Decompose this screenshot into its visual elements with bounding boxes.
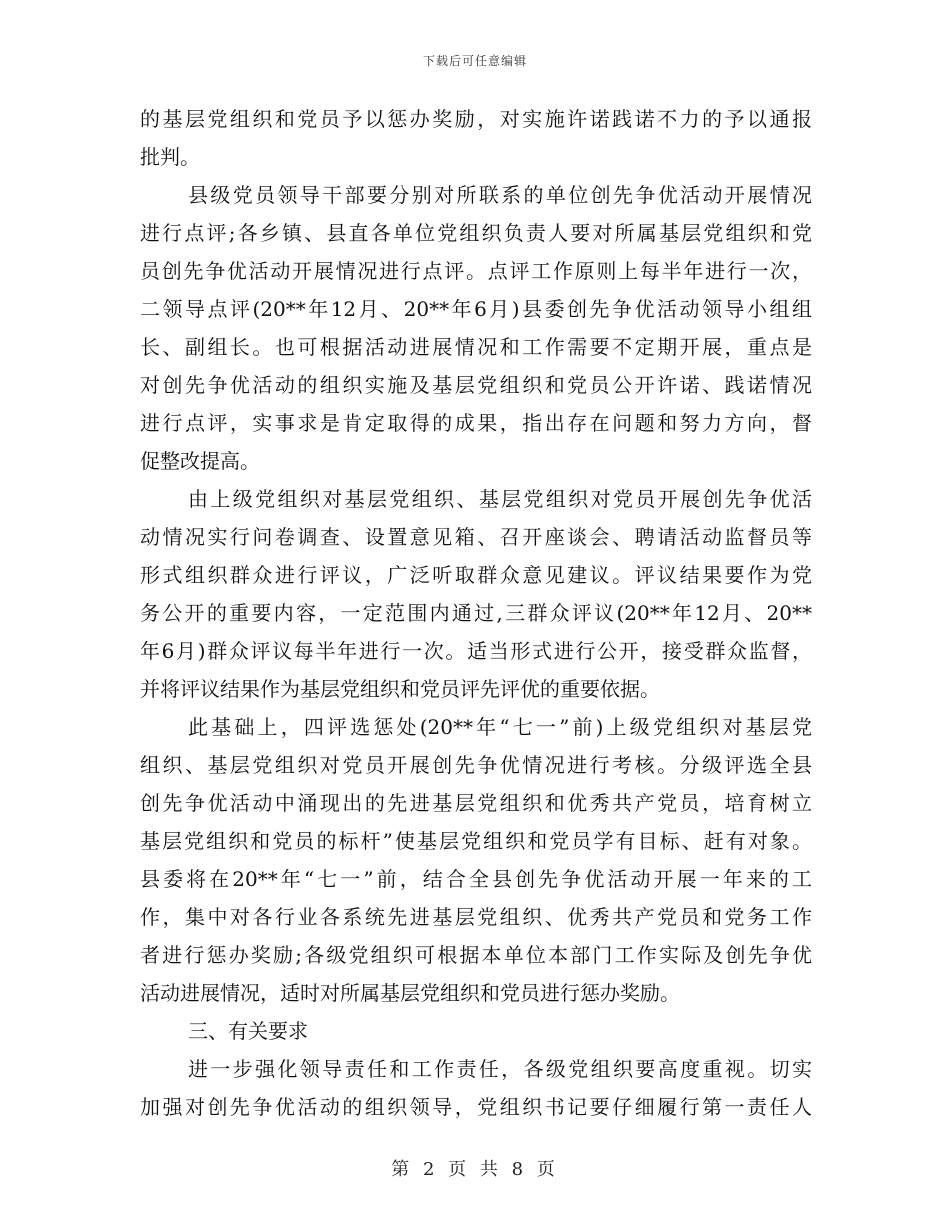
text-line: 批判。 [140,145,200,169]
text-line: 三、有关要求 [188,1019,308,1043]
text-line: 进一步强化领导责任和工作责任，各级党组织要高度重视。切实 [188,1057,812,1081]
text-line: 形式组织群众进行评议，广泛听取群众意见建议。评议结果要作为党 [140,563,812,587]
paragraph [140,708,812,1012]
page-header: 下载后可任意编辑 [422,54,527,68]
paragraph [140,100,812,176]
text-line: 员创先争优活动开展情况进行点评。点评工作原则上每半年进行一次， [140,259,812,283]
body-text [140,100,812,1126]
text-line: 年6月)群众评议每半年进行一次。适当形式进行公开，接受群众监督， [140,639,812,663]
text-line: 动情况实行问卷调查、设置意见箱、召开座谈会、聘请活动监督员等 [140,525,812,549]
text-line: 活动进展情况，适时对所属基层党组织和党员进行惩办奖励。 [140,981,680,1005]
text-line: 者进行惩办奖励;各级党组织可根据本单位本部门工作实际及创先争优 [140,943,812,967]
text-line: 由上级党组织对基层党组织、基层党组织对党员开展创先争优活 [188,487,812,511]
text-line: 二领导点评(20**年12月、20**年6月)县委创先争优活动领导小组组 [140,297,812,321]
section-heading [140,1012,812,1050]
text-line: 作，集中对各行业各系统先进基层党组织、优秀共产党员和党务工作 [140,905,812,929]
text-line: 县级党员领导干部要分别对所联系的单位创先争优活动开展情况 [188,183,812,207]
text-line: 加强对创先争优活动的组织领导，党组织书记要仔细履行第一责任人 [140,1095,812,1119]
paragraph [140,1050,812,1126]
text-line: 县委将在20**年“七一”前，结合全县创先争优活动开展一年来的工 [140,867,812,891]
paragraph [140,176,812,480]
text-line: 长、副组长。也可根据活动进展情况和工作需要不定期开展，重点是 [140,335,812,359]
text-line: 组织、基层党组织对党员开展创先争优情况进行考核。分级评选全县 [140,753,812,777]
paragraph [140,480,812,708]
text-line: 的基层党组织和党员予以惩办奖励，对实施许诺践诺不力的予以通报 [140,107,812,131]
page-number-footer: 第 2 页 共 8 页 [391,1159,559,1180]
text-line: 务公开的重要内容，一定范围内通过,三群众评议(20**年12月、20** [140,601,812,625]
text-line: 基层党组织和党员的标杆”使基层党组织和党员学有目标、赶有对象。 [140,829,812,853]
text-line: 并将评议结果作为基层党组织和党员评先评优的重要依据。 [140,677,660,701]
text-line: 此基础上，四评选惩处(20**年“七一”前)上级党组织对基层党 [188,715,812,739]
text-line: 进行点评，实事求是肯定取得的成果，指出存在问题和努力方向，督 [140,411,812,435]
text-line: 促整改提高。 [140,449,260,473]
text-line: 创先争优活动中涌现出的先进基层党组织和优秀共产党员，培育树立 [140,791,812,815]
text-line: 对创先争优活动的组织实施及基层党组织和党员公开许诺、践诺情况 [140,373,812,397]
text-line: 进行点评;各乡镇、县直各单位党组织负责人要对所属基层党组织和党 [140,221,812,245]
